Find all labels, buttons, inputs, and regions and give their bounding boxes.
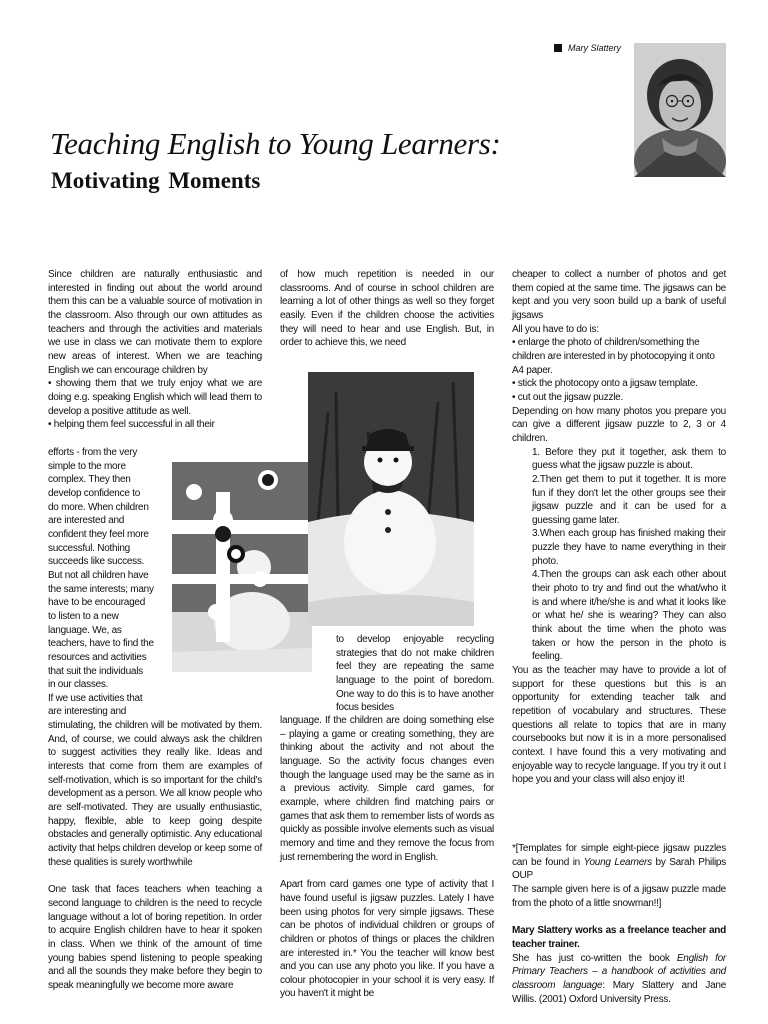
col3-para-top: cheaper to collect a number of photos and get them copied at the same time. The jigsaws can be kept and you very soon build up a bank of useful jigsaws: [512, 269, 726, 321]
bio-text: [512, 952, 726, 1007]
text-line: in our classes.: [48, 679, 109, 691]
text-line: succeeds like success.: [48, 556, 145, 568]
col3-depending: Depending on how many photos you prepare you can give a different jigsaw puzzle to 2, 3 or 4 children.: [512, 405, 726, 444]
col2-para-top: of how much repetition is needed in our classrooms. And of course in school children are learning a lot of other things as well so they forget easily. Even if the children choose the activities they will need to hear and use English. But, in order to achieve this, we need: [280, 269, 494, 349]
col1-narrow-text: [48, 446, 168, 719]
col3-step: 4.Then the groups can ask each other about their photo to try and find out the what/who it is and where it/he/she is and what it looks like or what he/ she is wearing? They can also think about the time when the photo was taken or how the person in the photo is feeling.: [532, 569, 726, 663]
author-portrait: [634, 43, 726, 177]
text-line: efforts - from the very: [48, 447, 138, 458]
col1-intro: Since children are naturally enthusiastic and interested in finding out about the world around them this can be a valuable source of motivation in the classroom. Also through our own attitudes as teachers and through the activities and materials we use in class we can motivate them to explore new areas of interest. When we are teaching English we can encourage children by: [48, 269, 262, 376]
col1-bullet-1: • showing them that we truly enjoy what we are doing e.g. speaking English which will lead them to develop a positive attitude as well.: [48, 378, 262, 417]
bio-heading: Mary Slattery works as a freelance teacher and teacher trainer.: [512, 925, 726, 950]
text-line: If we use activities that: [48, 692, 143, 704]
text-line: have to be encouraged: [48, 597, 146, 609]
byline-square-icon: [554, 44, 562, 52]
article-title: Teaching English to Young Learners:: [50, 126, 501, 161]
col2-para-jigsaw: Apart from card games one type of activity that I have found useful is jigsaw puzzles. Lately I have been using photos for very simple jigsaws. These can be photos of individual children or groups of children or photos of things or places the children are interested in.* You the teacher will know best and you can use any photo you like. If you have a colour photocopier in your school it is very easy. If you haven't it might be: [280, 879, 494, 1000]
snowman-photo: [308, 372, 474, 626]
text-line: But not all children have: [48, 569, 149, 581]
note-book-title: Young Learners: [583, 856, 652, 868]
text-line: to listen to a new: [48, 610, 119, 622]
text-line: complex. They then: [48, 474, 131, 486]
text-line: are interesting and: [48, 706, 127, 718]
text-line: simple to the more: [48, 460, 126, 472]
note-post: by Sarah Philips OUP: [512, 856, 726, 882]
col3-bullet: • stick the photocopy onto a jigsaw template.: [512, 378, 698, 390]
article-subtitle: Motivating Moments: [51, 168, 261, 193]
text-line: the same interests; many: [48, 583, 154, 595]
author-name: Mary Slattery: [568, 43, 622, 53]
column-1: [48, 268, 262, 432]
text-line: confident they feel more: [48, 528, 149, 540]
col2-wrap-text: to develop enjoyable recycling strategies that do not make children feel they are repeating the same language to the point of boredom. One way to do this is to have another focus besides: [336, 634, 494, 714]
author-byline: [554, 43, 621, 53]
col1-lower: [48, 719, 262, 992]
jigsaw-puzzle-photo: [172, 462, 312, 672]
col3-step: 3.When each group has finished making their puzzle they have to name everything in their photo.: [532, 528, 726, 567]
col3-step: 1. Before they put it together, ask them to guess what the jigsaw puzzle is about.: [532, 446, 726, 472]
col2-para-after-wrap: language. If the children are doing something else – playing a game or creating something, they are thinking about the activity and not about the language. So the activity focus changes even though the language used may be the same as in a previous activity. Simple card games, for example, where children find matching pairs or games that ask them to remember lists of words as quickly as possible involve elements such as visual memory and time and they remove the focus from just remembering the word in English.: [280, 715, 494, 863]
bio-pre: She has just co-written the book: [512, 952, 677, 964]
col3-bullet: • enlarge the photo of children/something the children are interested in by photocopying it onto A4 paper.: [512, 337, 715, 376]
bio-post: : Mary Slattery and Jane Willis. (2001) Oxford University Press.: [512, 979, 726, 1005]
col2-lower: [280, 714, 494, 1001]
text-line: teachers, have to find the: [48, 638, 154, 650]
text-line: do more. When children: [48, 501, 149, 513]
template-note: [512, 842, 726, 883]
col3-intro: All you have to do is:: [512, 323, 599, 335]
text-line: develop confidence to: [48, 487, 141, 499]
col3-notes: [512, 842, 726, 1006]
text-line: are interested and: [48, 515, 125, 527]
sample-note: The sample given here is of a jigsaw puzzle made from the photo of a little snowman!!]: [512, 883, 726, 909]
col3-bullet: • cut out the jigsaw puzzle.: [512, 391, 624, 403]
col2-top: [280, 268, 494, 350]
text-line: language. We, as: [48, 624, 122, 636]
text-line: that suit the individuals: [48, 665, 143, 677]
bio-book-title: English for Primary Teachers – a handbook of activities and classroom language: [512, 952, 727, 991]
col3-closing: You as the teacher may have to provide a lot of support for these questions but this is an opportunity for extending teacher talk and repetition of vocabulary and structures. These questions all relate to topics that are in many coursebooks but now it is in a more personalised context. I have found this a very motivating and enjoyable way to recycle language. If you try it out I hope you and your class will also enjoy it!: [512, 665, 726, 786]
note-pre: *[Templates for simple eight-piece jigsaw puzzles can be found in: [512, 843, 726, 868]
text-line: successful. Nothing: [48, 542, 130, 554]
column-3: [512, 268, 726, 787]
col1-bullet-2: • helping them feel successful in all their: [48, 419, 215, 431]
col3-step: 2.Then get them to put it together. It is more fun if they don't let the other groups see their jigsaw puzzle and it can be used for a guessing game later.: [532, 473, 726, 526]
col1-para-task: One task that faces teachers when teaching a second language to children is the need to recycle language without a lot of boring repetition. In order to acquire English children have to hear it spoken in class. When we think of the amount of time young babies spend listening to people speaking and all the sounds they make before they begin to speak meaningfully we become more aware: [48, 884, 262, 991]
text-line: resources and activities: [48, 651, 147, 663]
col1-para-continued: stimulating, the children will be motivated by them. And, of course, we could always ask the children to suggest activities they really like. Ideas and interests that come from them are examples of self-motivation, which is so important for the child's development as a person. We all know people who are self-motivated. They are usually enthusiastic, happy, flexible, able to keep going despite obstacles and generally optimistic. Any educational activity that helps children develop or keep some of these qualities is surely worthwhile: [48, 720, 262, 868]
